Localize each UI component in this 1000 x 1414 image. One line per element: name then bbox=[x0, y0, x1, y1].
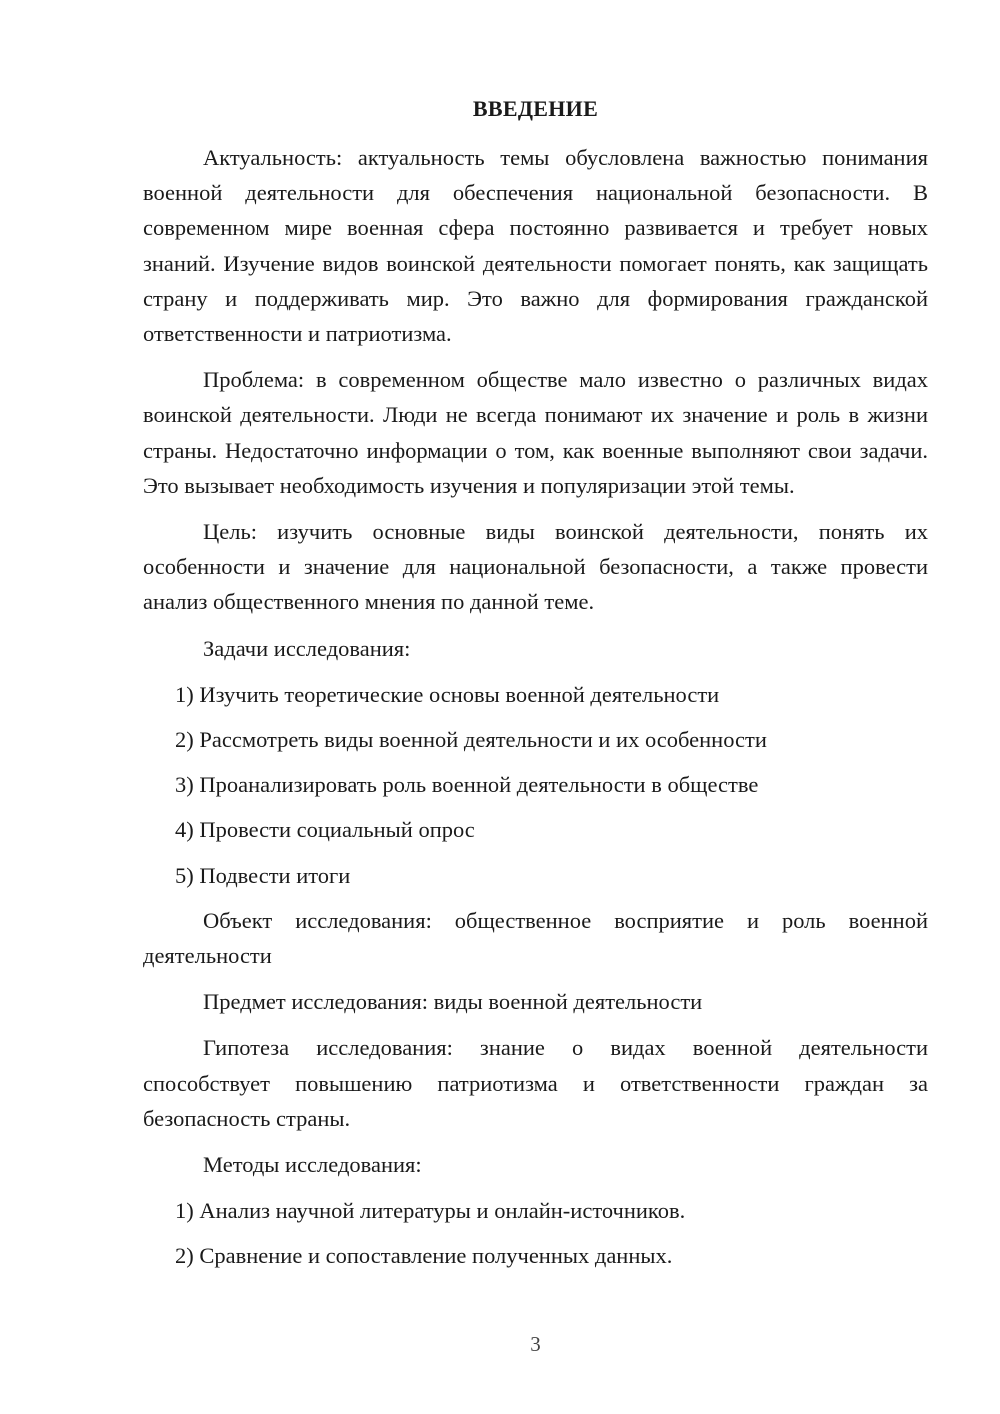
paragraph-hypothesis: Гипотеза исследования: знание о видах военной деятельности способствует повышению патриотизма и ответственности граждан за безопасность страны. bbox=[143, 1035, 928, 1131]
task-item-1: 1) Изучить теоретические основы военной деятельности bbox=[175, 681, 720, 707]
document-body bbox=[143, 140, 928, 1284]
method-item-1: 1) Анализ научной литературы и онлайн-источников. bbox=[175, 1198, 686, 1224]
paragraph-goal: Цель: изучить основные виды воинской деятельности, понять их особенности и значение для национальной безопасности, а также провести анализ общественного мнения по данной теме. bbox=[143, 519, 928, 615]
paragraph-relevance: Актуальность: актуальность темы обусловлена важностью понимания военной деятельности для обеспечения национальной безопасности. В современном мире военная сфера постоянно развивается и требует новых знаний. Изучение видов воинской деятельности помогает понять, как защищать страну и поддерживать мир. Это важно для формирования гражданской ответственности и патриотизма. bbox=[143, 145, 928, 347]
tasks-heading: Задачи исследования: bbox=[203, 635, 411, 661]
task-item-4: 4) Провести социальный опрос bbox=[175, 817, 475, 843]
task-item-2: 2) Рассмотреть виды военной деятельности и их особенности bbox=[175, 727, 767, 753]
document-page bbox=[143, 0, 928, 1414]
task-item-3: 3) Проанализировать роль военной деятельности в обществе bbox=[175, 772, 759, 798]
paragraph-problem: Проблема: в современном обществе мало известно о различных видах воинской деятельности. Люди не всегда понимают их значение и роль в жизни страны. Недостаточно информации о том, как военные выполняют свои задачи. Это вызывает необходимость изучения и популяризации этой темы. bbox=[143, 367, 928, 498]
task-item-5: 5) Подвести итоги bbox=[175, 862, 351, 888]
page-number: 3 bbox=[530, 1332, 541, 1356]
page-title: ВВЕДЕНИЕ bbox=[472, 96, 599, 121]
method-item-2: 2) Сравнение и сопоставление полученных данных. bbox=[175, 1243, 673, 1269]
paragraph-subject: Предмет исследования: виды военной деятельности bbox=[203, 989, 703, 1015]
paragraph-object: Объект исследования: общественное восприятие и роль военной деятельности bbox=[143, 907, 928, 969]
methods-heading: Методы исследования: bbox=[203, 1152, 422, 1178]
